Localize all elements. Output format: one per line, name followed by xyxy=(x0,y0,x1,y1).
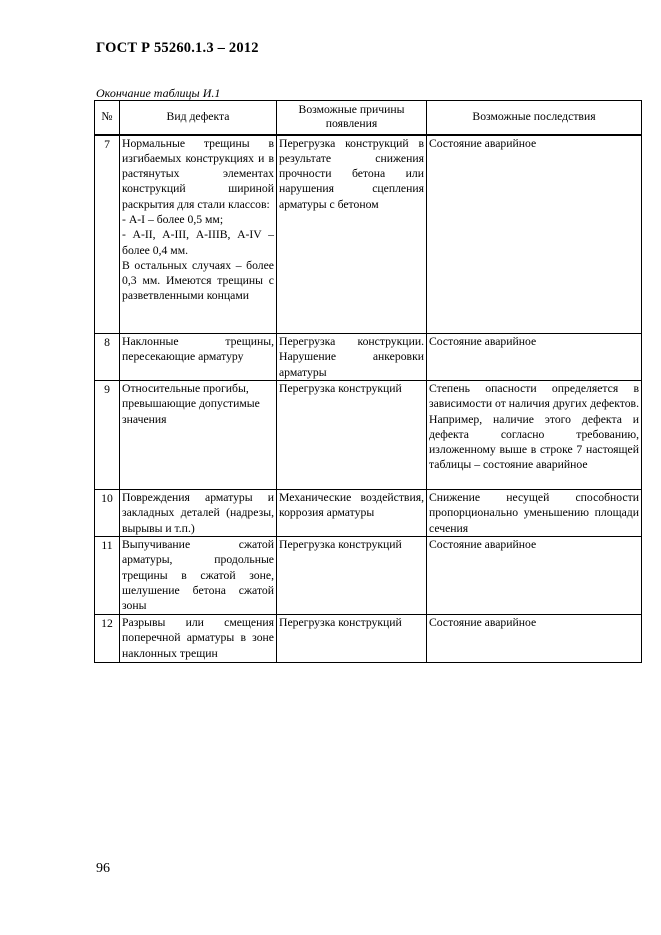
defect-line: - А-II, А-III, А-IIIВ, А-IV – более 0,4 мм. xyxy=(122,228,274,257)
consequence-cell: Состояние аварийное xyxy=(427,334,642,381)
row-number: 8 xyxy=(95,334,120,381)
row-number: 11 xyxy=(95,537,120,615)
cause-cell: Перегрузка конструкций xyxy=(277,537,427,615)
row-number: 7 xyxy=(95,135,120,334)
row-number: 10 xyxy=(95,490,120,537)
cause-cell: Перегрузка конструкции. Нарушение анкеровки арматуры xyxy=(277,334,427,381)
row-number: 9 xyxy=(95,381,120,490)
cause-cell: Перегрузка конструкций xyxy=(277,615,427,663)
table-row xyxy=(95,135,642,334)
defect-line: - А-I – более 0,5 мм; xyxy=(122,212,224,226)
consequence-cell: Состояние аварийное xyxy=(427,537,642,615)
cause-cell: Перегрузка конструкций xyxy=(277,381,427,490)
table-row xyxy=(95,537,642,615)
document-header: ГОСТ Р 55260.1.3 – 2012 xyxy=(96,40,259,56)
defect-cell: Наклонные трещины, пересекающие арматуру xyxy=(120,334,277,381)
table-row xyxy=(95,334,642,381)
table-row xyxy=(95,490,642,537)
table-row xyxy=(95,615,642,663)
consequence-cell: Состояние аварийное xyxy=(427,135,642,334)
table-caption: Окончание таблицы И.1 xyxy=(96,86,221,100)
defect-cell xyxy=(120,135,277,334)
defect-cell: Повреждения арматуры и закладных деталей (надрезы, вырывы и т.п.) xyxy=(120,490,277,537)
consequence-cell: Степень опасности определяется в зависимости от наличия других дефектов. Например, наличие этого дефекта и дефекта согласно требованию, изложенному выше в строке 7 настоящей таблицы – состояние аварийное xyxy=(427,381,642,490)
defect-cell: Разрывы или смещения поперечной арматуры в зоне наклонных трещин xyxy=(120,615,277,663)
defect-cell: Относительные прогибы, превышающие допустимые значения xyxy=(120,381,277,490)
defect-line: В остальных случаях – более 0,3 мм. Имеются трещины с разветвленными концами xyxy=(122,258,274,303)
column-header-consequence: Возможные последствия xyxy=(427,101,642,135)
defect-cell: Выпучивание сжатой арматуры, продольные трещины в сжатой зоне, шелушение бетона сжатой зоны xyxy=(120,537,277,615)
consequence-cell: Снижение несущей способности пропорционально уменьшению площади сечения xyxy=(427,490,642,537)
cause-cell: Механические воздействия, коррозия арматуры xyxy=(277,490,427,537)
column-header-defect: Вид дефекта xyxy=(120,101,277,135)
row-number: 12 xyxy=(95,615,120,663)
cause-cell: Перегрузка конструкций в результате снижения прочности бетона или нарушения сцепления арматуры с бетоном xyxy=(277,135,427,334)
table-row xyxy=(95,381,642,490)
table-header-row xyxy=(95,101,642,135)
column-header-number: № xyxy=(95,101,120,135)
defects-table xyxy=(94,100,642,663)
defect-text: Нормальные трещины в изгибаемых конструкциях и в растянутых элементах конструкций шириной раскрытия для стали классов: xyxy=(122,136,274,211)
column-header-cause: Возможные причины появления xyxy=(277,101,427,135)
page-number: 96 xyxy=(96,861,110,876)
consequence-cell: Состояние аварийное xyxy=(427,615,642,663)
